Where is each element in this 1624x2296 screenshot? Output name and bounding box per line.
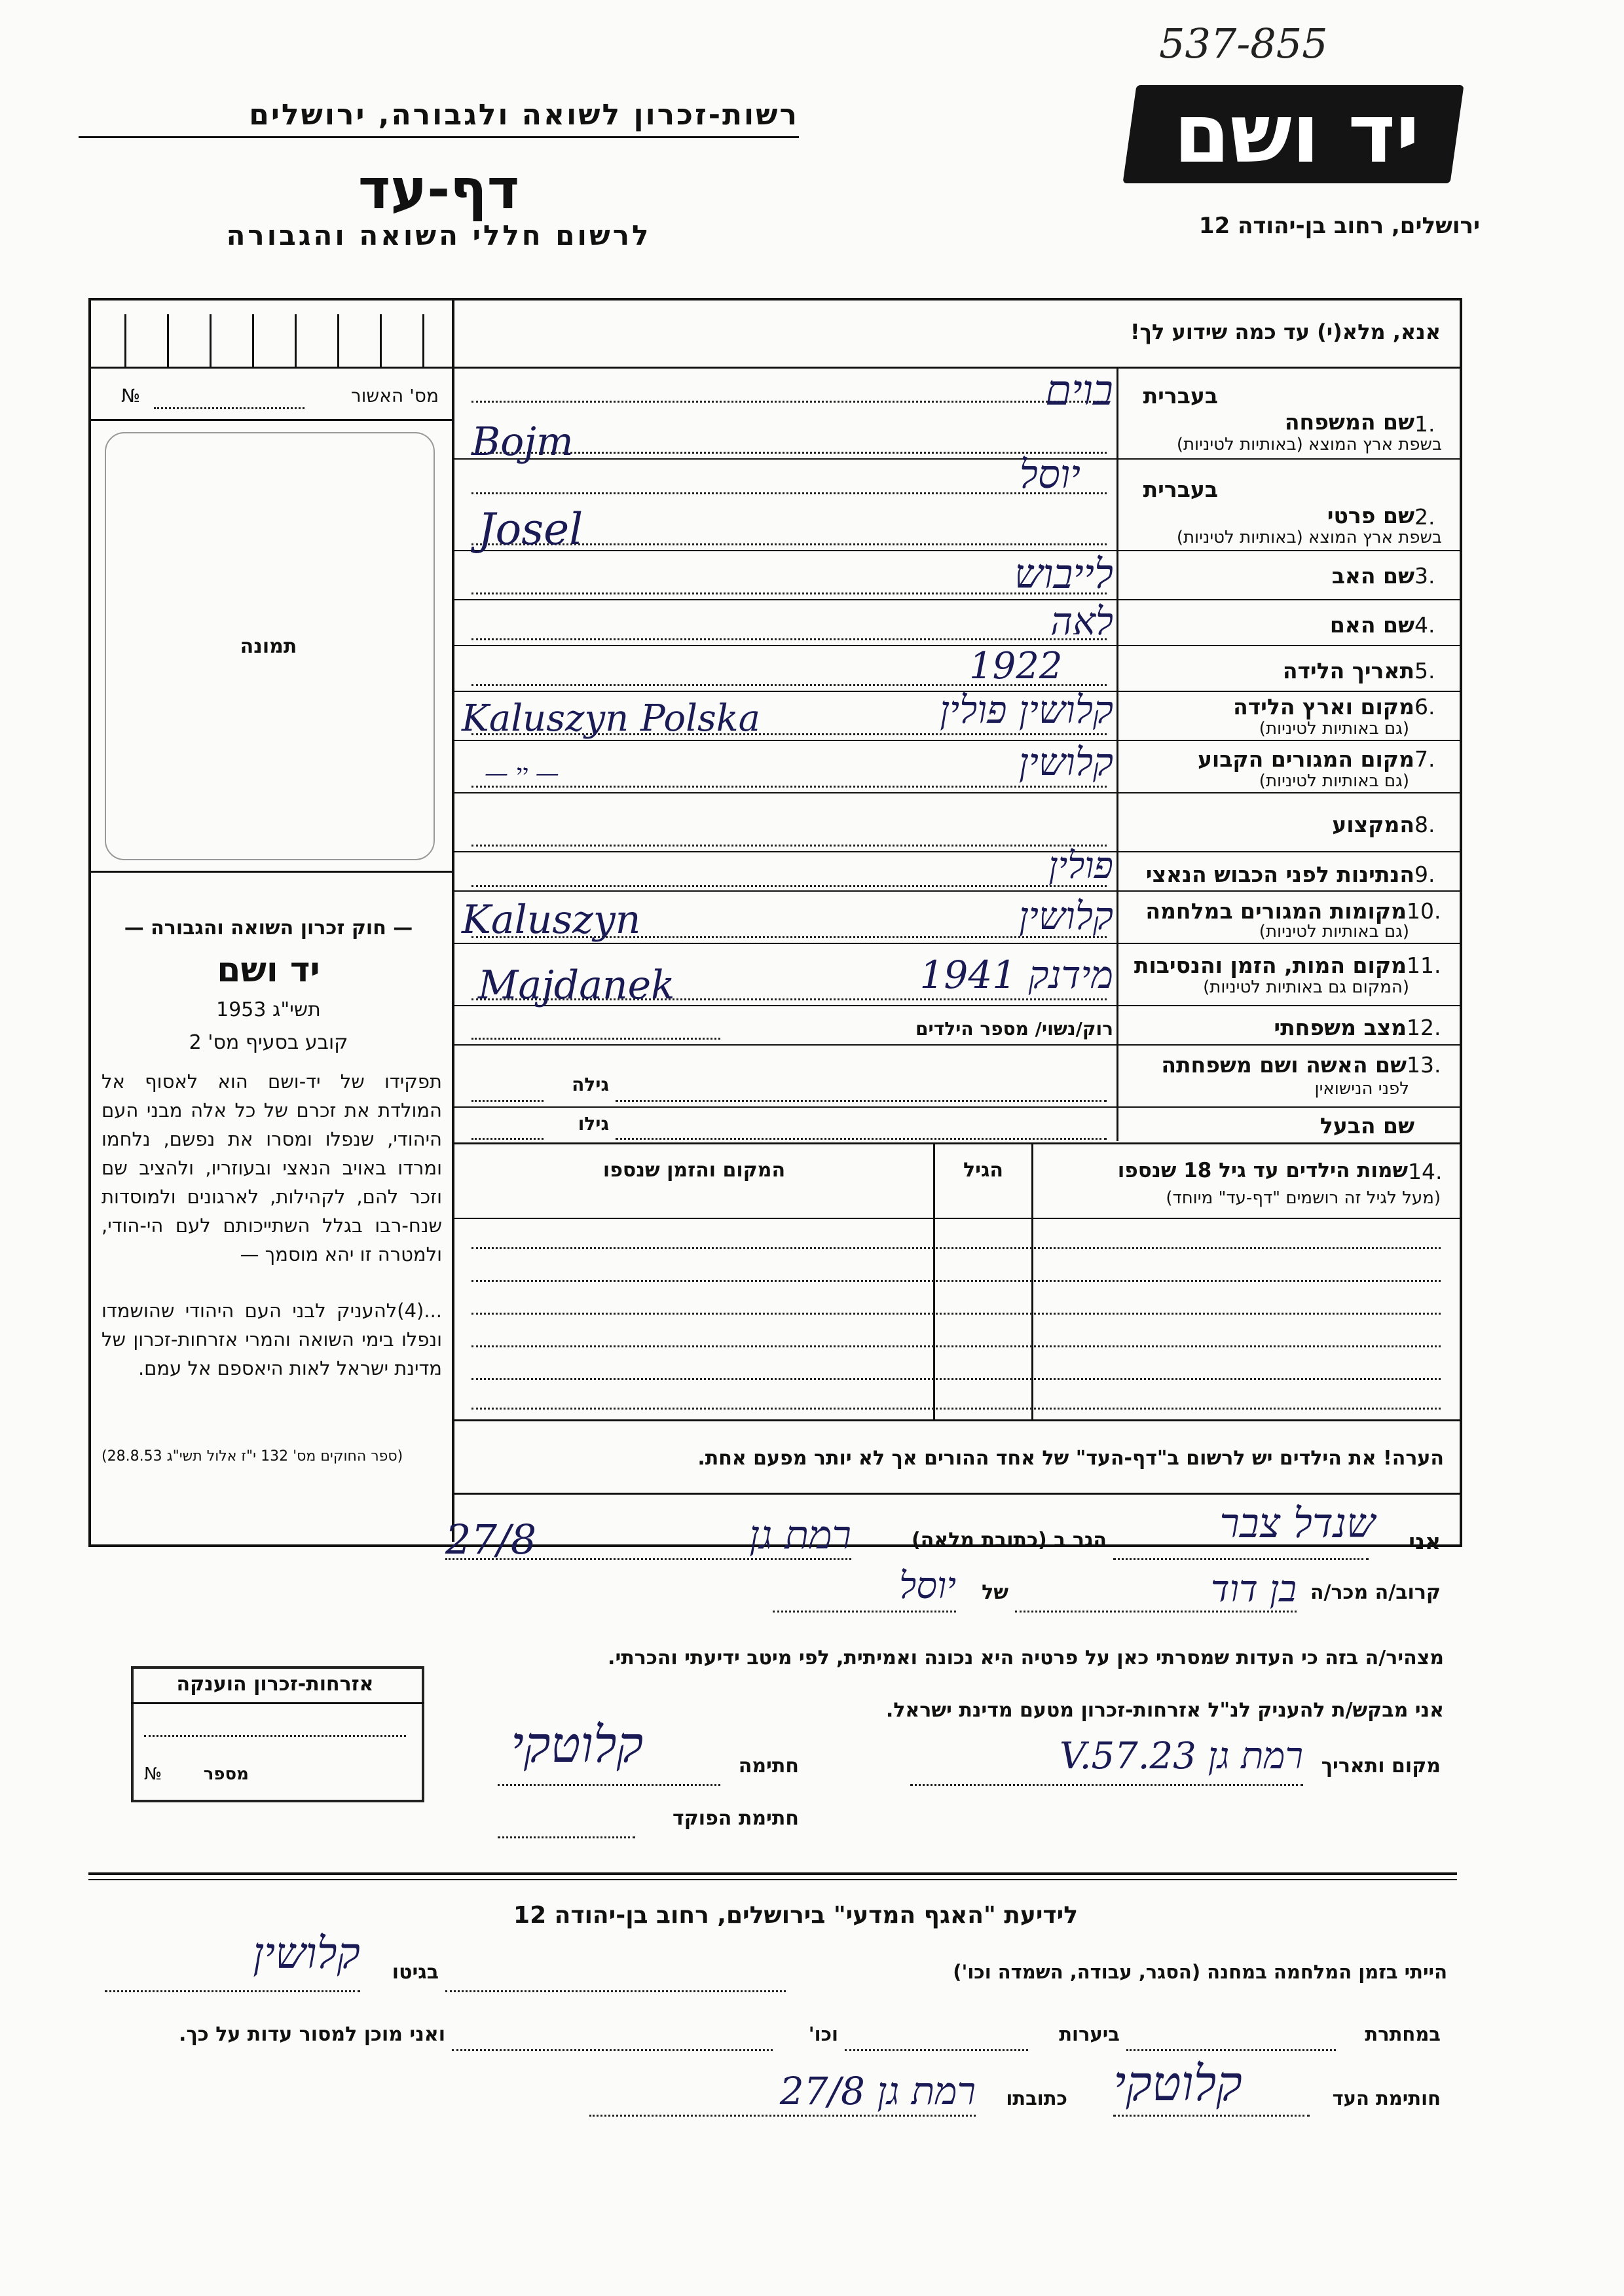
field-2-sublabel: בשפת ארץ המוצא (באותיות לטיניות) — [1176, 528, 1442, 547]
decl-signature-value[interactable]: קלוטקי — [511, 1715, 644, 1774]
bottom-forests-label: ביערות — [1059, 2023, 1120, 2045]
field-12-number: 12. — [1407, 1015, 1441, 1040]
field-5-value[interactable]: 1922 — [969, 645, 1063, 687]
law-text: תפקידו של יד-ושם הוא לאסוף אל המולדת את זכרם של כל אלה מבני העם היהודי, שנפלו ומסרו את נפשם, נלחמו ומרדו באויב הנאצי ובעוזריו, ולהציב שם וזכר להם, לקהילות, לארגונים ולמוסדות שנח-רבו בגלל השתייכותם לעם הי-הודי, ולמטרה זו יהא מוסמך — — [101, 1070, 442, 1266]
field-11-label: מקום המות, הזמן והנסיבות — [1134, 953, 1407, 978]
field-9-label: הנתינות לפני הכבוש הנאצי — [1145, 862, 1414, 887]
field-10-number: 10. — [1407, 898, 1441, 924]
form-title: דף-עד — [358, 157, 520, 221]
field-6-value-latin[interactable]: Kaluszyn Polska — [462, 697, 761, 740]
witness-address-value[interactable]: רמת גן 27/8 — [779, 2069, 976, 2113]
field-12-input[interactable] — [471, 1038, 720, 1040]
child-row-2[interactable] — [471, 1280, 1441, 1282]
children-number: 14. — [1408, 1159, 1443, 1184]
decl-i-value[interactable]: שנדל צבר — [1219, 1499, 1375, 1547]
children-col-age: הגיל — [963, 1159, 1003, 1182]
field-6-number: 6. — [1414, 694, 1435, 720]
field-7-number: 7. — [1414, 746, 1435, 772]
field-10-label: מקומות המגורים במלחמה — [1145, 898, 1407, 924]
field-7-label: מקום המגורים הקבוע — [1197, 746, 1414, 772]
witness-signature-value[interactable]: קלוטקי — [1113, 2056, 1242, 2112]
field-12-label: מצב משפחתי — [1274, 1015, 1407, 1040]
field-4-label: שם האם — [1329, 612, 1414, 638]
law-section: קובע בסעיף מס' 2 — [189, 1031, 348, 1054]
field-5-number: 5. — [1414, 658, 1435, 683]
decl-signature-label: חתימה — [738, 1755, 799, 1777]
child-row-6[interactable] — [471, 1408, 1441, 1410]
law-year: תשי"ג 1953 — [216, 998, 321, 1021]
child-row-3[interactable] — [471, 1313, 1441, 1315]
field-2-hebrew-tag: בעברית — [1143, 477, 1218, 502]
bottom-underground-label: במחתרת — [1365, 2023, 1441, 2045]
field-8-label: המקצוע — [1332, 812, 1414, 837]
field-2-value-hebrew[interactable]: יוסל — [1019, 452, 1080, 498]
bottom-line-1: הייתי בזמן המלחמה במחנה (הסגר, עבודה, השמדה וכו') — [953, 1961, 1447, 1983]
husband-input[interactable] — [616, 1138, 1107, 1140]
field-13-age-label: גילה — [572, 1074, 609, 1095]
field-1-sublabel: בשפת ארץ המוצא (באותיות לטיניות) — [1176, 435, 1442, 454]
ghetto-label: בגיטו — [392, 1961, 439, 1984]
decl-statement: מצהיר/ה בזה כי העדות שמסרתי כאן על פרטיה היא נכונה ואמיתית, לפי מיטב ידיעתי והכרתי. — [608, 1647, 1444, 1669]
decl-i-label: אני — [1409, 1529, 1441, 1554]
field-1-value-hebrew[interactable]: בוים — [1045, 367, 1113, 415]
decl-relative-value[interactable]: בן דוד — [1210, 1568, 1297, 1611]
husband-age-label: גילו — [578, 1113, 609, 1135]
field-2-value-latin[interactable]: Josel — [478, 504, 583, 555]
field-13-sublabel: לפני הנישואין — [1314, 1079, 1409, 1099]
citizenship-number-label: מספר — [203, 1764, 249, 1784]
ghetto-value[interactable]: קלושין — [253, 1928, 360, 1978]
field-1-value-latin[interactable]: Bojm — [471, 419, 574, 465]
decl-address-number[interactable]: 27/8 — [445, 1516, 537, 1563]
decl-resides-label: הגר ב (כתובת מלאה) — [911, 1529, 1107, 1552]
field-13-label: שם האשה ושם משפחתה — [1161, 1052, 1407, 1078]
address-line: ירושלים, רחוב בן-יהודה 12 — [1198, 213, 1480, 239]
decl-place-date-value[interactable]: רמת גן 23.V.57 — [1059, 1735, 1303, 1777]
husband-label: שם הבעל — [1320, 1113, 1414, 1139]
field-3-value[interactable]: לייבוש — [1014, 550, 1113, 598]
field-3-number: 3. — [1414, 563, 1435, 589]
reference-number: 537-855 — [1159, 20, 1328, 67]
child-row-4[interactable] — [471, 1345, 1441, 1347]
field-11-value-latin[interactable]: Majdanek — [478, 962, 675, 1008]
field-2-label: שם פרטי — [1327, 503, 1414, 528]
instruction-text: אנא, מלא(י) עד כמה שידוע לך! — [1130, 319, 1441, 344]
field-10-value-hebrew[interactable]: קלושין — [1018, 894, 1113, 938]
field-7-sublabel: (גם באותיות לטיניות) — [1259, 771, 1409, 791]
child-row-1[interactable] — [471, 1247, 1441, 1249]
field-10-value-latin[interactable]: Kaluszyn — [462, 897, 641, 943]
bottom-title: לידיעת "האגף המדעי" בירושלים, רחוב בן-יהודה 12 — [513, 1902, 1078, 1929]
field-3-label: שם האב — [1331, 563, 1414, 589]
decl-officer-label: חתימת הפוקד — [673, 1807, 799, 1830]
decl-relative-label: קרוב/ה מכר/ה — [1310, 1581, 1441, 1604]
witness-address-label: כתובתו — [1006, 2087, 1067, 2109]
field-11-value-hebrew[interactable]: מידנק 1941 — [919, 953, 1113, 997]
field-13-age-input[interactable] — [471, 1100, 544, 1102]
field-6-label: מקום וארץ הלידה — [1233, 694, 1414, 720]
field-11-sublabel: (המקום גם באותיות לטיניות) — [1203, 977, 1409, 997]
law-title: — חוק זכרון השואה והגבורה — — [124, 917, 413, 939]
field-7-value-latin[interactable]: — יי — — [485, 760, 559, 787]
decl-address-value[interactable]: רמת גן — [749, 1512, 851, 1558]
decl-of-value[interactable]: יוסל — [898, 1565, 956, 1607]
field-6-value-hebrew[interactable]: קלושין פולין — [940, 687, 1113, 732]
org-underline — [79, 136, 799, 138]
approval-no-symbol: № — [121, 385, 141, 407]
logo-text: יד ושם — [1173, 87, 1420, 181]
field-12-hint: רוק/נשוי/ מספר הילדים — [915, 1018, 1113, 1040]
organization-line: רשות-זכרון לשואה ולגבורה, ירושלים — [249, 98, 799, 132]
field-8-number: 8. — [1414, 812, 1435, 837]
citizenship-title: אזרחות-זכרון הוענקה — [176, 1673, 374, 1696]
law-name: יד ושם — [217, 951, 320, 990]
photo-label: תמונה — [240, 635, 297, 658]
field-6-sublabel: (גם באותיות לטיניות) — [1259, 719, 1409, 738]
bottom-ready-text: ואני מוכן למסור עדות על כך. — [179, 2023, 445, 2046]
field-13-number: 13. — [1407, 1052, 1441, 1078]
decl-of-label: של — [982, 1581, 1008, 1604]
field-7-value[interactable]: קלושין — [1018, 740, 1113, 784]
bottom-divider — [88, 1872, 1457, 1875]
children-sublabel: (מעל לגיל זה רושמים "דף-עד" מיוחד) — [1166, 1188, 1441, 1208]
law-footnote: (ספר החוקים מס' 132 י"ז אלול תשי"ג 28.8.53) — [101, 1448, 403, 1465]
field-5-label: תאריך הלידה — [1282, 658, 1414, 683]
field-4-value[interactable]: לאה — [1050, 599, 1113, 644]
husband-age-input[interactable] — [471, 1138, 544, 1140]
citizenship-no: № — [144, 1764, 162, 1784]
bottom-etc-label: וכו' — [808, 2023, 838, 2045]
approval-number-field[interactable] — [154, 407, 304, 409]
field-1-label: שם המשפחה — [1284, 409, 1414, 435]
approval-label: מס' האשור — [350, 385, 439, 407]
children-label: שמות הילדים עד גיל 18 שנספו — [1117, 1159, 1408, 1182]
field-1-number: 1. — [1414, 411, 1435, 437]
decl-place-date-label: מקום ותאריך — [1321, 1755, 1441, 1777]
child-row-5[interactable] — [471, 1378, 1441, 1380]
field-9-value[interactable]: פולין — [1048, 845, 1113, 887]
field-4-number: 4. — [1414, 612, 1435, 638]
decl-request: אני מבקש/ת להעניק לנ"ל אזרחות-זכרון מטעם מדינת ישראל. — [885, 1699, 1444, 1722]
law-text-2: ...(4)להעניק לבני העם היהודי שהושמדו ונפלו בימי השואה והמרי אזרחות-זכרון של מדינת ישראל לאות היאספם אל עמם. — [101, 1300, 442, 1379]
field-10-sublabel: (גם באותיות לטיניות) — [1259, 922, 1409, 941]
note-text: הערה! את הילדים יש לרשום ב"דף-העד" של אחד ההורים אך לא יותר מפעם אחת. — [697, 1447, 1444, 1470]
children-col-place: המקום והזמן שנספו — [602, 1159, 786, 1182]
field-13-input[interactable] — [616, 1100, 1107, 1102]
field-11-number: 11. — [1407, 953, 1441, 978]
field-9-number: 9. — [1414, 862, 1435, 887]
field-2-number: 2. — [1414, 504, 1435, 530]
field-1-hebrew-tag: בעברית — [1143, 383, 1218, 409]
form-subtitle: לרשום חללי השואה והגבורה — [226, 219, 652, 251]
left-column-divider — [452, 298, 454, 1542]
witness-signature-label: חותימת העד — [1332, 2087, 1441, 2109]
